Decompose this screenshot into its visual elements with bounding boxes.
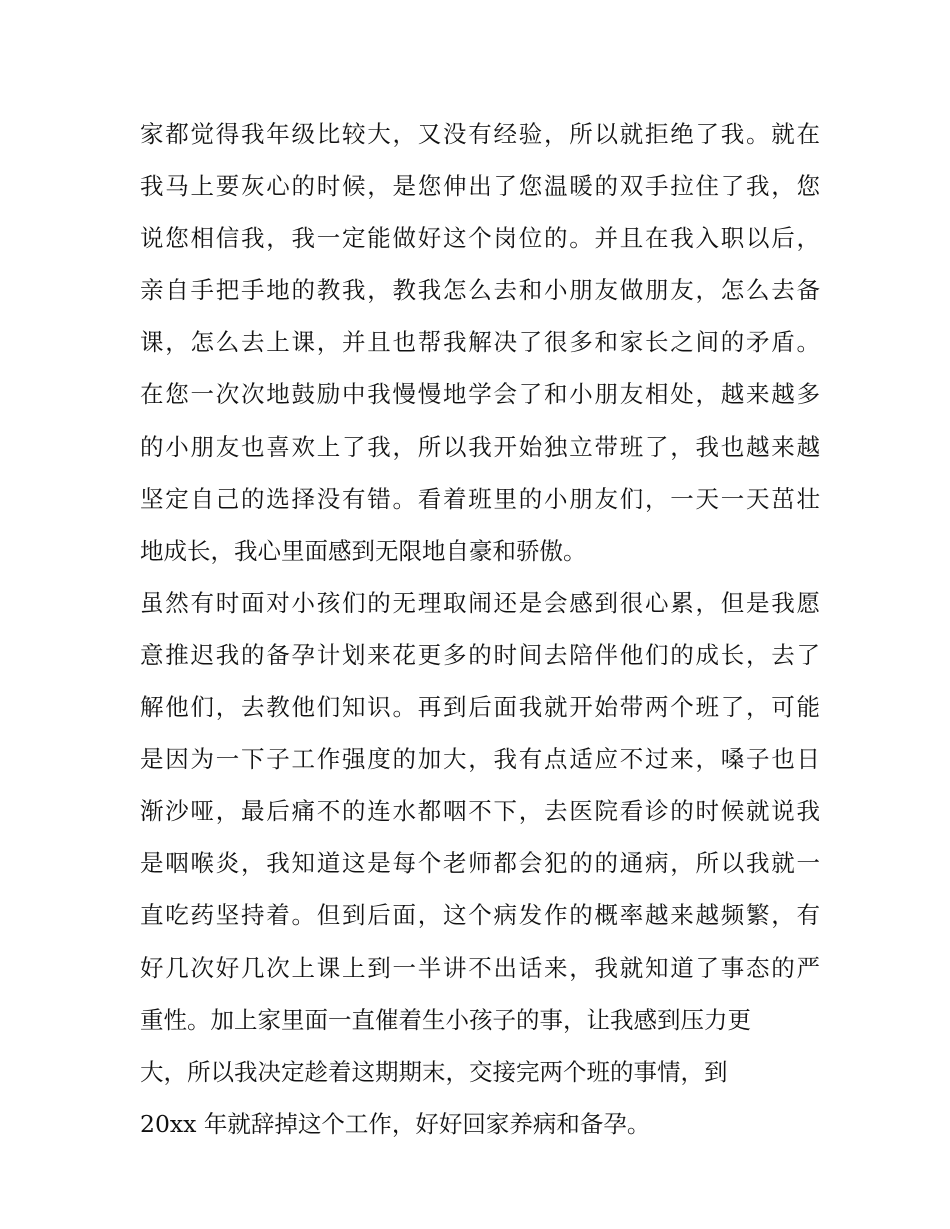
text-line: 解他们，去教他们知识。再到后面我就开始带两个班了，可能	[140, 693, 820, 722]
text-line: 意推迟我的备孕计划来花更多的时间去陪伴他们的成长，去了	[140, 640, 820, 669]
text-line: 在您一次次地鼓励中我慢慢地学会了和小朋友相处，越来越多	[140, 380, 820, 409]
text-line: 是因为一下子工作强度的加大，我有点适应不过来，嗓子也日	[140, 745, 820, 774]
text-line: 渐沙哑，最后痛不的连水都咽不下，去医院看诊的时候就说我	[140, 797, 820, 826]
text-line: 家都觉得我年级比较大，又没有经验，所以就拒绝了我。就在	[140, 120, 820, 148]
text-line: 的小朋友也喜欢上了我，所以我开始独立带班了，我也越来越	[140, 432, 820, 461]
text-line: 地成长，我心里面感到无限地自豪和骄傲。	[140, 536, 587, 565]
text-line: 好几次好几次上课上到一半讲不出话来，我就知道了事态的严	[140, 953, 820, 982]
text-line: 我马上要灰心的时候，是您伸出了您温暖的双手拉住了我，您	[140, 172, 820, 201]
text-line: 重性。加上家里面一直催着生小孩子的事，让我感到压力更	[140, 1005, 751, 1034]
text-line: 亲自手把手地的教我，教我怎么去和小朋友做朋友，怎么去备	[140, 276, 820, 305]
text-line: 直吃药坚持着。但到后面，这个病发作的概率越来越频繁，有	[140, 901, 820, 930]
text-line: 说您相信我，我一定能做好这个岗位的。并且在我入职以后，	[140, 224, 820, 253]
text-line: 虽然有时面对小孩们的无理取闹还是会感到很心累，但是我愿	[140, 588, 820, 617]
text-line: 大，所以我决定趁着这期期末，交接完两个班的事情，到	[140, 1057, 728, 1086]
text-line: 20xx 年就辞掉这个工作，好好回家养病和备孕。	[140, 1109, 651, 1138]
body-text	[140, 108, 820, 1150]
text-line: 坚定自己的选择没有错。看着班里的小朋友们，一天一天茁壮	[140, 484, 820, 513]
text-line: 课，怎么去上课，并且也帮我解决了很多和家长之间的矛盾。	[140, 328, 820, 357]
text-line: 是咽喉炎，我知道这是每个老师都会犯的的通病，所以我就一	[140, 849, 820, 878]
